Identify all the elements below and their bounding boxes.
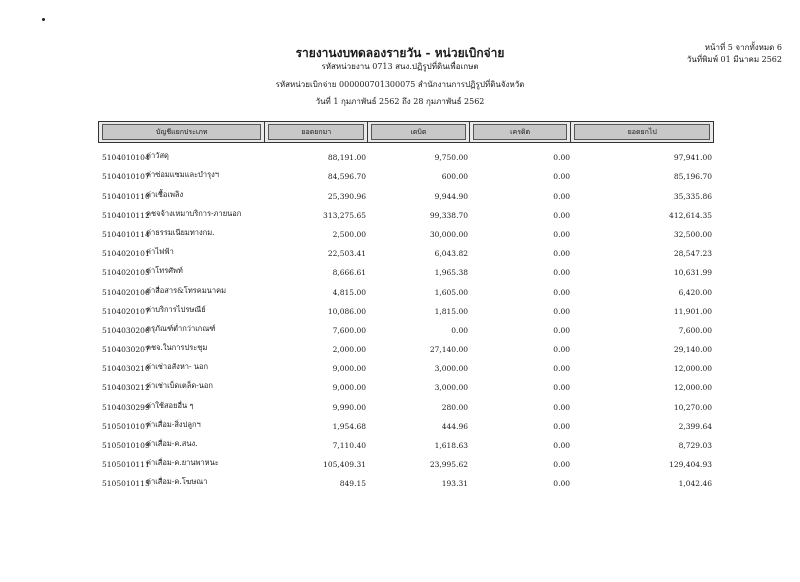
account-code: 5104010107 <box>102 172 150 182</box>
opening-balance: 9,990.00 <box>332 402 366 412</box>
closing-balance: 412,614.35 <box>669 210 712 220</box>
disbursement-unit-line: รหัสหน่วยเบิกจ่าย 000000701300075 สำนักงานการปฏิรูปที่ดินจังหวัด <box>275 80 525 89</box>
table-row <box>98 431 714 450</box>
account-code: 5104010112 <box>102 210 150 220</box>
debit-amount: 3,000.00 <box>434 383 468 393</box>
credit-amount: 0.00 <box>553 479 570 489</box>
page-number: หน้าที่ 5 จากทั้งหมด 6 <box>704 43 782 52</box>
account-name: ค่าบริการไปรษณีย์ <box>146 304 206 314</box>
account-code: 5104010114 <box>102 229 150 239</box>
closing-balance: 10,270.00 <box>673 402 712 412</box>
col-debit: เดบิต <box>371 124 466 140</box>
opening-balance: 105,409.31 <box>323 460 366 470</box>
credit-amount: 0.00 <box>553 287 570 297</box>
table-row <box>98 354 714 373</box>
scan-dot <box>42 18 45 21</box>
debit-amount: 600.00 <box>441 172 468 182</box>
col-account: บัญชีแยกประเภท <box>102 124 261 140</box>
credit-amount: 0.00 <box>553 268 570 278</box>
account-code: 5104020106 <box>102 287 150 297</box>
account-name: คชจจ้างเหมาบริการ-ภายนอก <box>146 208 242 218</box>
table-row <box>98 297 714 316</box>
account-code: 5104030299 <box>102 402 150 412</box>
table-row <box>98 181 714 200</box>
opening-balance: 10,086.00 <box>327 306 366 316</box>
col-credit: เครดิต <box>473 124 568 140</box>
table-row <box>98 450 714 469</box>
opening-balance: 22,503.41 <box>327 249 366 259</box>
opening-balance: 849.15 <box>339 479 366 489</box>
opening-balance: 9,000.00 <box>332 364 366 374</box>
closing-balance: 12,000.00 <box>673 383 712 393</box>
table-row <box>98 277 714 296</box>
page-info <box>687 42 782 66</box>
account-name: ค่าไฟฟ้า <box>146 247 174 257</box>
account-name: ค่าซ่อมแซมและบำรุงฯ <box>146 170 219 180</box>
account-name: ค่าเช่าเบ็ดเตล็ด-นอก <box>146 381 213 391</box>
debit-amount: 30,000.00 <box>429 229 468 239</box>
opening-balance: 2,000.00 <box>332 345 366 355</box>
credit-amount: 0.00 <box>553 345 570 355</box>
credit-amount: 0.00 <box>553 153 570 163</box>
credit-amount: 0.00 <box>553 460 570 470</box>
account-name: ค่าวัสดุ <box>146 151 169 161</box>
debit-amount: 444.96 <box>441 421 468 431</box>
debit-amount: 193.31 <box>441 479 468 489</box>
table-body <box>98 143 714 488</box>
closing-balance: 1,042.46 <box>678 479 712 489</box>
opening-balance: 84,596.70 <box>327 172 366 182</box>
closing-balance: 97,941.00 <box>673 153 712 163</box>
closing-balance: 12,000.00 <box>673 364 712 374</box>
account-name: ค่าธรรมเนียมทางกม. <box>146 227 215 237</box>
closing-balance: 7,600.00 <box>678 325 712 335</box>
account-code: 5104010110 <box>102 191 150 201</box>
opening-balance: 7,600.00 <box>332 325 366 335</box>
closing-balance: 32,500.00 <box>673 229 712 239</box>
table-row <box>98 316 714 335</box>
account-code: 5105010109 <box>102 441 150 450</box>
closing-balance: 28,547.23 <box>673 249 712 259</box>
account-code: 5104020107 <box>102 306 150 316</box>
credit-amount: 0.00 <box>553 210 570 220</box>
table-row <box>98 239 714 258</box>
account-code: 5104030207 <box>102 345 150 355</box>
opening-balance: 313,275.65 <box>323 210 366 220</box>
account-name: ค่าใช้สอยอื่น ๆ <box>146 400 194 410</box>
opening-balance: 88,191.00 <box>327 153 366 163</box>
credit-amount: 0.00 <box>553 249 570 259</box>
table-row <box>98 469 714 488</box>
credit-amount: 0.00 <box>553 421 570 431</box>
credit-amount: 0.00 <box>553 172 570 182</box>
credit-amount: 0.00 <box>553 364 570 374</box>
closing-balance: 2,399.64 <box>678 421 712 431</box>
credit-amount: 0.00 <box>553 325 570 335</box>
table-row <box>98 258 714 277</box>
closing-balance: 29,140.00 <box>673 345 712 355</box>
opening-balance: 4,815.00 <box>332 287 366 297</box>
account-code: 5105010107 <box>102 421 150 431</box>
debit-amount: 0.00 <box>451 325 468 335</box>
closing-balance: 129,404.93 <box>669 460 712 470</box>
account-name: ค่าเสื่อม-ค.โฆษณา <box>146 477 208 487</box>
agency-line: รหัสหน่วยงาน 0713 สนง.ปฏิรูปที่ดินเพื่อเกษต <box>321 62 479 71</box>
debit-amount: 9,750.00 <box>434 153 468 163</box>
account-name: คชจ.ในการประชุม <box>146 343 208 353</box>
table-header <box>98 121 714 143</box>
closing-balance: 10,631.99 <box>673 268 712 278</box>
debit-amount: 27,140.00 <box>429 345 468 355</box>
report-period: วันที่ 1 กุมภาพันธ์ 2562 ถึง 28 กุมภาพันธ์ 2562 <box>315 97 485 106</box>
account-code: 5104030206 <box>102 325 150 335</box>
table-row <box>98 335 714 354</box>
account-code: 5104010104 <box>102 153 150 163</box>
table-row <box>98 392 714 411</box>
account-code: 5104030212 <box>102 383 150 393</box>
closing-balance: 8,729.03 <box>678 441 712 450</box>
closing-balance: 11,901.00 <box>673 306 712 316</box>
account-name: ครุภัณฑ์ต่ำกว่าเกณฑ์ <box>146 323 216 333</box>
debit-amount: 9,944.90 <box>434 191 468 201</box>
opening-balance: 2,500.00 <box>332 229 366 239</box>
debit-amount: 3,000.00 <box>434 364 468 374</box>
col-closing: ยอดยกไป <box>574 124 710 140</box>
account-code: 5104020105 <box>102 268 150 278</box>
report-title: รายงานงบทดลองรายวัน - หน่วยเบิกจ่าย <box>295 46 505 60</box>
account-name: ค่าเสื่อม-ค.สนง. <box>146 439 198 448</box>
debit-amount: 6,043.82 <box>434 249 468 259</box>
opening-balance: 7,110.40 <box>332 441 366 450</box>
table-row <box>98 220 714 239</box>
credit-amount: 0.00 <box>553 229 570 239</box>
credit-amount: 0.00 <box>553 441 570 450</box>
debit-amount: 1,605.00 <box>434 287 468 297</box>
account-code: 5104020101 <box>102 249 150 259</box>
credit-amount: 0.00 <box>553 383 570 393</box>
opening-balance: 8,666.61 <box>332 268 366 278</box>
opening-balance: 1,954.68 <box>332 421 366 431</box>
debit-amount: 1,815.00 <box>434 306 468 316</box>
opening-balance: 25,390.96 <box>327 191 366 201</box>
account-name: ค่าโทรศัพท์ <box>146 266 183 276</box>
table-row <box>98 143 714 162</box>
debit-amount: 1,618.63 <box>434 441 468 450</box>
account-name: ค่าสื่อสาร&โทรคมนาคม <box>146 285 227 295</box>
account-name: ค่าเสื่อม-ค.ยานพาหนะ <box>146 458 219 468</box>
print-date: วันที่พิมพ์ 01 มีนาคม 2562 <box>686 55 782 64</box>
debit-amount: 280.00 <box>441 402 468 412</box>
trial-balance-table <box>98 121 714 488</box>
closing-balance: 85,196.70 <box>673 172 712 182</box>
table-row <box>98 162 714 181</box>
account-name: ค่าเสื่อม-สิ่งปลูกฯ <box>146 419 201 429</box>
closing-balance: 35,335.86 <box>673 191 712 201</box>
opening-balance: 9,000.00 <box>332 383 366 393</box>
credit-amount: 0.00 <box>553 306 570 316</box>
account-code: 5105010111 <box>102 460 150 470</box>
closing-balance: 6,420.00 <box>678 287 712 297</box>
col-opening: ยอดยกมา <box>268 124 364 140</box>
table-row <box>98 412 714 431</box>
credit-amount: 0.00 <box>553 402 570 412</box>
account-code: 5105010115 <box>102 479 150 489</box>
debit-amount: 23,995.62 <box>429 460 468 470</box>
debit-amount: 99,338.70 <box>429 210 468 220</box>
account-name: ค่าเชื้อเพลิง <box>146 189 184 199</box>
credit-amount: 0.00 <box>553 191 570 201</box>
account-name: ค่าเช่าอสังหา- นอก <box>146 362 209 372</box>
table-row <box>98 373 714 392</box>
table-row <box>98 201 714 220</box>
debit-amount: 1,965.38 <box>434 268 468 278</box>
account-code: 5104030210 <box>102 364 150 374</box>
